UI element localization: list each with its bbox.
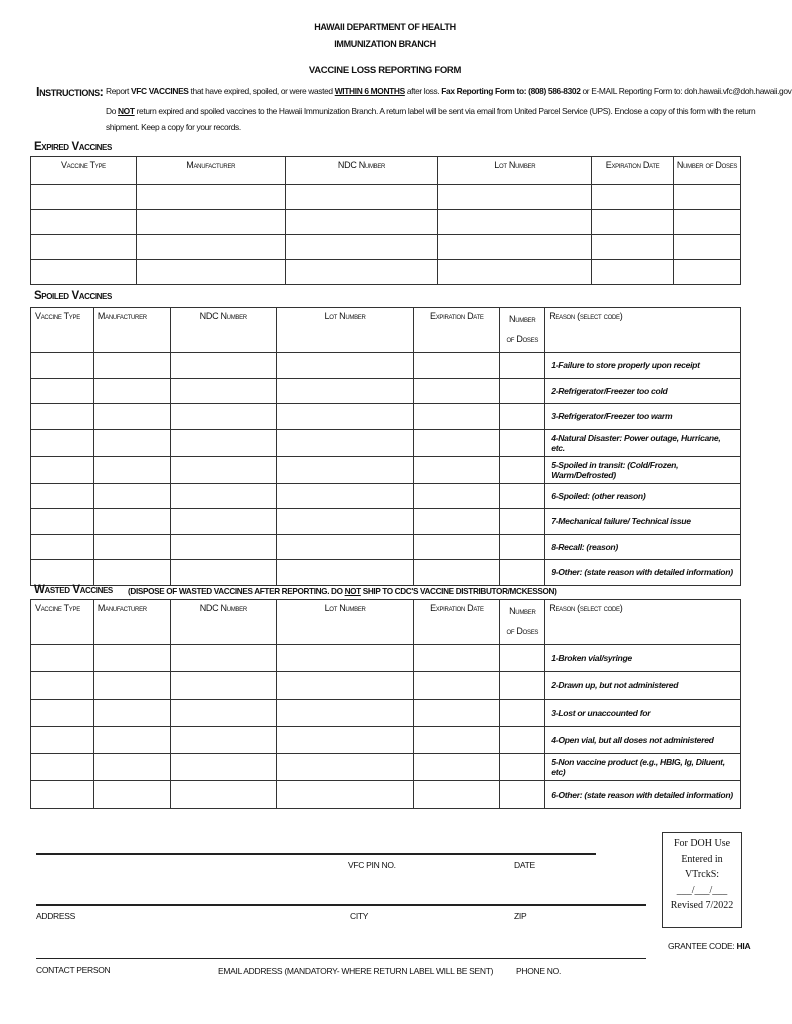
reason-code: 1-Broken vial/syringe	[545, 645, 741, 672]
table-row	[31, 185, 741, 210]
expired-col-expiration: Expiration Date	[592, 157, 674, 185]
vfc-pin-label: VFC PIN NO.	[348, 860, 396, 870]
reason-code: 8-Recall: (reason)	[545, 534, 741, 560]
cell[interactable]	[285, 260, 438, 285]
cell[interactable]	[414, 726, 500, 753]
cell[interactable]	[414, 781, 500, 808]
wasted-col-expiration: Expiration Date	[414, 600, 500, 645]
cell[interactable]	[31, 456, 94, 483]
phone-label: PHONE NO.	[516, 966, 562, 976]
cell[interactable]	[674, 210, 741, 235]
wasted-disposal-note: (DISPOSE OF WASTED VACCINES AFTER REPORTING. DO NOT SHIP TO CDC'S VACCINE DISTRIBUTOR/MCKESSON)	[128, 587, 557, 596]
instructions-line-1: Report VFC VACCINES that have expired, spoiled, or were wasted WITHIN 6 MONTHS after loss. Fax Reporting Form to: (808) 586-8302 or E-MAIL Reporting Form to: doh.hawaii.vfc@doh.hawaii.gov	[106, 86, 792, 96]
table-row	[31, 378, 741, 404]
doh-entered-line: Entered in	[681, 853, 723, 865]
doh-vtrcks-line: VTrckS:	[684, 869, 720, 880]
cell[interactable]	[438, 210, 592, 235]
cell[interactable]	[170, 726, 276, 753]
grantee-code: GRANTEE CODE: HIA	[668, 941, 751, 951]
spoiled-col-manufacturer: Manufacturer	[93, 308, 170, 353]
cell[interactable]	[170, 781, 276, 808]
reason-code: 3-Refrigerator/Freezer too warm	[545, 404, 741, 430]
cell[interactable]	[276, 726, 414, 753]
cell[interactable]	[31, 645, 94, 672]
cell[interactable]	[93, 353, 170, 379]
zip-label: ZIP	[514, 911, 527, 921]
cell[interactable]	[136, 210, 285, 235]
cell[interactable]	[93, 560, 170, 586]
cell[interactable]	[276, 754, 414, 781]
cell[interactable]	[438, 185, 592, 210]
cell[interactable]	[136, 260, 285, 285]
cell[interactable]	[438, 260, 592, 285]
cell[interactable]	[31, 560, 94, 586]
cell[interactable]	[31, 726, 94, 753]
cell[interactable]	[31, 534, 94, 560]
cell[interactable]	[170, 353, 276, 379]
table-row	[31, 429, 741, 456]
cell[interactable]	[500, 560, 545, 586]
cell[interactable]	[414, 483, 500, 509]
reason-code: 6-Spoiled: (other reason)	[545, 483, 741, 509]
table-row	[31, 534, 741, 560]
wasted-col-doses: Number of Doses	[500, 600, 545, 645]
table-row	[31, 456, 741, 483]
cell[interactable]	[93, 726, 170, 753]
cell[interactable]	[31, 429, 94, 456]
cell[interactable]	[285, 235, 438, 260]
spoiled-col-doses: Number of Doses	[500, 308, 545, 353]
cell[interactable]	[93, 754, 170, 781]
reason-code: 4-Open vial, but all doses not administered	[545, 726, 741, 753]
cell[interactable]	[414, 645, 500, 672]
cell[interactable]	[276, 509, 414, 535]
cell[interactable]	[592, 260, 674, 285]
reason-code: 5-Spoiled in transit: (Cold/Frozen, Warm/Defrosted)	[545, 456, 741, 483]
cell[interactable]	[93, 483, 170, 509]
cell[interactable]	[93, 404, 170, 430]
cell[interactable]	[31, 353, 94, 379]
cell[interactable]	[170, 645, 276, 672]
expired-col-manufacturer: Manufacturer	[136, 157, 285, 185]
doh-use-box	[662, 832, 742, 928]
cell[interactable]	[414, 429, 500, 456]
reason-code: 6-Other: (state reason with detailed information)	[545, 781, 741, 808]
spoiled-col-reason: Reason (select code)	[545, 308, 741, 353]
date-label: DATE	[514, 860, 535, 870]
table-row	[31, 260, 741, 285]
doh-date-line: ___/___/___	[676, 884, 728, 896]
cell[interactable]	[170, 429, 276, 456]
cell[interactable]	[500, 726, 545, 753]
wasted-vaccines-table	[30, 599, 741, 809]
table-row	[31, 235, 741, 260]
cell[interactable]	[136, 185, 285, 210]
table-row	[31, 210, 741, 235]
reason-code: 4-Natural Disaster: Power outage, Hurricane, etc.	[545, 429, 741, 456]
spoiled-col-expiration: Expiration Date	[414, 308, 500, 353]
cell[interactable]	[500, 754, 545, 781]
cell[interactable]	[170, 404, 276, 430]
cell[interactable]	[31, 235, 137, 260]
cell[interactable]	[414, 378, 500, 404]
cell[interactable]	[414, 534, 500, 560]
wasted-col-ndc: NDC Number	[170, 600, 276, 645]
cell[interactable]	[414, 560, 500, 586]
table-row	[31, 560, 741, 586]
cell[interactable]	[414, 754, 500, 781]
cell[interactable]	[500, 534, 545, 560]
cell[interactable]	[93, 645, 170, 672]
expired-section-title: Expired Vaccines	[34, 141, 112, 153]
contact-line[interactable]	[36, 958, 646, 959]
wasted-col-reason: Reason (select code)	[545, 600, 741, 645]
cell[interactable]	[674, 185, 741, 210]
cell[interactable]	[170, 672, 276, 699]
cell[interactable]	[592, 185, 674, 210]
cell[interactable]	[592, 235, 674, 260]
revised-date: Revised 7/2022	[670, 900, 734, 911]
cell[interactable]	[276, 672, 414, 699]
cell[interactable]	[31, 754, 94, 781]
cell[interactable]	[31, 781, 94, 808]
cell[interactable]	[414, 353, 500, 379]
expired-vaccines-table	[30, 156, 741, 285]
cell[interactable]	[414, 672, 500, 699]
spoiled-section-title: Spoiled Vaccines	[34, 290, 112, 302]
cell[interactable]	[276, 456, 414, 483]
cell[interactable]	[500, 353, 545, 379]
spoiled-col-vaccine-type: Vaccine Type	[31, 308, 94, 353]
table-row	[31, 404, 741, 430]
cell[interactable]	[170, 534, 276, 560]
cell[interactable]	[500, 429, 545, 456]
cell[interactable]	[500, 672, 545, 699]
cell[interactable]	[276, 645, 414, 672]
table-row	[31, 672, 741, 699]
cell[interactable]	[500, 378, 545, 404]
cell[interactable]	[500, 404, 545, 430]
table-row	[31, 509, 741, 535]
reason-code: 3-Lost or unaccounted for	[545, 699, 741, 726]
table-row	[31, 726, 741, 753]
email-address-label: EMAIL ADDRESS (MANDATORY- WHERE RETURN LABEL WILL BE SENT)	[218, 966, 494, 976]
wasted-col-manufacturer: Manufacturer	[93, 600, 170, 645]
wasted-col-lot: Lot Number	[276, 600, 414, 645]
wasted-col-vaccine-type: Vaccine Type	[31, 600, 94, 645]
cell[interactable]	[136, 235, 285, 260]
spoiled-col-ndc: NDC Number	[170, 308, 276, 353]
cell[interactable]	[276, 699, 414, 726]
cell[interactable]	[276, 560, 414, 586]
cell[interactable]	[170, 754, 276, 781]
cell[interactable]	[170, 456, 276, 483]
cell[interactable]	[93, 456, 170, 483]
cell[interactable]	[276, 483, 414, 509]
cell[interactable]	[31, 404, 94, 430]
branch-name: IMMUNIZATION BRANCH	[334, 39, 436, 49]
reason-code: 9-Other: (state reason with detailed information)	[545, 560, 741, 586]
cell[interactable]	[276, 429, 414, 456]
cell[interactable]	[414, 509, 500, 535]
cell[interactable]	[500, 781, 545, 808]
cell[interactable]	[93, 378, 170, 404]
cell[interactable]	[500, 456, 545, 483]
cell[interactable]	[170, 483, 276, 509]
reason-code: 5-Non vaccine product (e.g., HBIG, Ig, Diluent, etc)	[545, 754, 741, 781]
reason-code: 2-Refrigerator/Freezer too cold	[545, 378, 741, 404]
cell[interactable]	[31, 483, 94, 509]
address-line[interactable]	[36, 904, 646, 906]
spoiled-vaccines-table	[30, 307, 741, 586]
cell[interactable]	[592, 210, 674, 235]
cell[interactable]	[276, 353, 414, 379]
cell[interactable]	[414, 456, 500, 483]
table-row	[31, 645, 741, 672]
expired-col-ndc: NDC Number	[285, 157, 438, 185]
table-row	[31, 483, 741, 509]
expired-col-doses: Number of Doses	[674, 157, 741, 185]
cell[interactable]	[93, 429, 170, 456]
table-row	[31, 754, 741, 781]
cell[interactable]	[31, 260, 137, 285]
cell[interactable]	[170, 509, 276, 535]
cell[interactable]	[438, 235, 592, 260]
cell[interactable]	[31, 699, 94, 726]
cell[interactable]	[170, 378, 276, 404]
table-row	[31, 353, 741, 379]
cell[interactable]	[500, 483, 545, 509]
reason-code: 1-Failure to store properly upon receipt	[545, 353, 741, 379]
cell[interactable]	[285, 185, 438, 210]
spoiled-col-lot: Lot Number	[276, 308, 414, 353]
expired-col-vaccine-type: Vaccine Type	[31, 157, 137, 185]
cell[interactable]	[500, 645, 545, 672]
cell[interactable]	[93, 534, 170, 560]
cell[interactable]	[674, 235, 741, 260]
cell[interactable]	[276, 781, 414, 808]
cell[interactable]	[500, 509, 545, 535]
cell[interactable]	[31, 509, 94, 535]
cell[interactable]	[414, 699, 500, 726]
cell[interactable]	[93, 509, 170, 535]
cell[interactable]	[276, 534, 414, 560]
cell[interactable]	[31, 672, 94, 699]
wasted-section-title: Wasted Vaccines	[34, 584, 113, 596]
cell[interactable]	[31, 185, 137, 210]
cell[interactable]	[93, 672, 170, 699]
cell[interactable]	[276, 378, 414, 404]
cell[interactable]	[170, 699, 276, 726]
cell[interactable]	[414, 404, 500, 430]
doh-use-line: For DOH Use	[673, 838, 731, 849]
cell[interactable]	[93, 699, 170, 726]
city-label: CITY	[350, 911, 369, 921]
cell[interactable]	[93, 781, 170, 808]
cell[interactable]	[285, 210, 438, 235]
address-label: ADDRESS	[36, 911, 75, 921]
form-title: VACCINE LOSS REPORTING FORM	[308, 65, 462, 76]
instructions-line-3: shipment. Keep a copy for your records.	[106, 122, 241, 132]
reason-code: 7-Mechanical failure/ Technical issue	[545, 509, 741, 535]
table-row	[31, 699, 741, 726]
agency-name: HAWAII DEPARTMENT OF HEALTH	[314, 22, 456, 32]
instructions-label: Instructions:	[36, 85, 104, 99]
contact-person-label: CONTACT PERSON	[36, 965, 111, 975]
reason-code: 2-Drawn up, but not administered	[545, 672, 741, 699]
cell[interactable]	[170, 560, 276, 586]
cell[interactable]	[31, 210, 137, 235]
cell[interactable]	[500, 699, 545, 726]
expired-col-lot: Lot Number	[438, 157, 592, 185]
instructions-line-2: Do NOT return expired and spoiled vaccines to the Hawaii Immunization Branch. A return label will be sent via email from United Parcel Service (UPS). Enclose a copy of this form with the return	[106, 106, 756, 116]
cell[interactable]	[276, 404, 414, 430]
table-row	[31, 781, 741, 808]
cell[interactable]	[674, 260, 741, 285]
signature-line-1[interactable]	[36, 853, 596, 855]
cell[interactable]	[31, 378, 94, 404]
